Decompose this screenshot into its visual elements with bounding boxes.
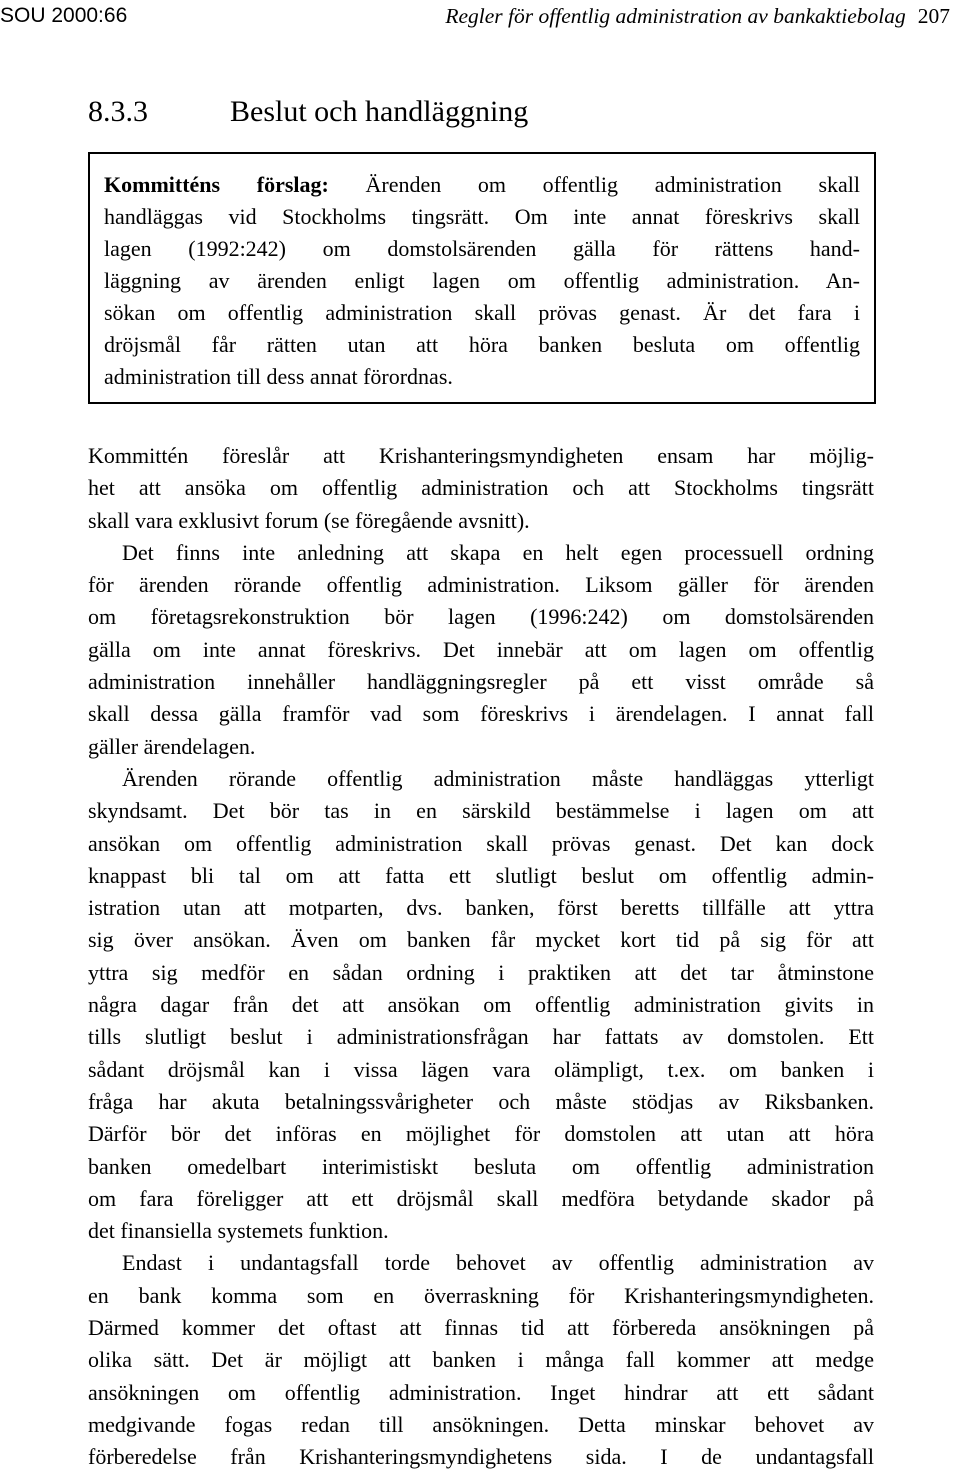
body-line: Ärenden rörande offentlig administration måste handläggas ytterligt	[122, 765, 874, 791]
body-line: ansökningen om offentlig administration. Inget hindrar att ett sådant	[88, 1379, 874, 1405]
body-line: medgivande fogas redan till ansökningen. Detta minskar behovet av	[88, 1411, 874, 1437]
body-line: sig över ansökan. Även om banken får mycket kort tid på sig för att	[88, 927, 874, 953]
body-line: förberedelse från Krishanteringsmyndighetens sida. I de undantagsfall	[88, 1444, 874, 1470]
body-text	[88, 440, 874, 1474]
proposal-box	[88, 152, 876, 404]
proposal-label: Kommitténs förslag:	[104, 172, 329, 197]
body-line: sådant dröjsmål kan i vissa lägen vara olämpligt, t.ex. om banken i	[88, 1056, 874, 1082]
header-right	[445, 2, 950, 30]
body-line: gäller ärendelagen.	[88, 733, 256, 759]
proposal-line: lagen (1992:242) om domstolsärenden gälla för rättens hand-	[104, 236, 860, 261]
body-line: Endast i undantagsfall torde behovet av offentlig administration av	[122, 1250, 874, 1276]
body-line: administration innehåller handläggningsregler på ett visst område så	[88, 669, 874, 695]
body-line: skall dessa gälla framför vad som föreskrivs i ärendelagen. I annat fall	[88, 701, 874, 727]
section-title: Beslut och handläggning	[230, 95, 529, 128]
body-line: ansökan om offentlig administration skall prövas genast. Det kan dock	[88, 830, 874, 856]
running-title: Regler för offentlig administration av bankaktiebolag	[445, 4, 906, 28]
body-line: olika sätt. Det är möjligt att banken i många fall kommer att medge	[88, 1347, 874, 1373]
body-line: några dagar från det att ansökan om offentlig administration givits in	[88, 992, 874, 1018]
proposal-line	[104, 169, 860, 201]
body-line: skall vara exklusivt forum (se föregående avsnitt).	[88, 507, 530, 533]
body-line: yttra sig medför en sådan ordning i praktiken att det tar åtminstone	[88, 959, 874, 985]
proposal-line: dröjsmål får rätten utan att höra banken besluta om offentlig	[104, 332, 860, 357]
section-number: 8.3.3	[88, 95, 148, 128]
body-line: skyndsamt. Det bör tas in en särskild bestämmelse i lagen om att	[88, 798, 874, 824]
proposal-line: sökan om offentlig administration skall prövas genast. Är det fara i	[104, 300, 860, 325]
section-heading	[88, 92, 528, 132]
body-line: om fara föreligger att ett dröjsmål skall medföra betydande skador på	[88, 1185, 874, 1211]
proposal-line: läggning av ärenden enligt lagen om offentlig administration. An-	[104, 268, 860, 293]
body-line: för ärenden rörande offentlig administration. Liksom gäller för ärenden	[88, 572, 874, 598]
proposal-line: handläggas vid Stockholms tingsrätt. Om inte annat föreskrivs skall	[104, 204, 860, 229]
body-line: tills slutligt beslut i administrationsfrågan har fattats av domstolen. Ett	[88, 1024, 874, 1050]
body-line: om företagsrekonstruktion bör lagen (1996:242) om domstolsärenden	[88, 604, 874, 630]
proposal-text: Ärenden om offentlig administration skall	[328, 172, 860, 197]
page-number: 207	[917, 4, 950, 28]
body-line: het att ansöka om offentlig administration och att Stockholms tingsrätt	[88, 475, 874, 501]
body-line: Därmed kommer det oftast att finnas tid att förbereda ansökningen på	[88, 1315, 874, 1341]
body-line: Därför bör det införas en möjlighet för domstolen att utan att höra	[88, 1121, 874, 1147]
body-line: knappast bli tal om att fatta ett slutligt beslut om offentlig admin-	[88, 862, 874, 888]
body-line: fråga har akuta betalningssvårigheter och måste stödjas av Riksbanken.	[88, 1088, 874, 1114]
body-line: gälla om inte annat föreskrivs. Det innebär att om lagen om offentlig	[88, 636, 874, 662]
body-line: en bank komma som en överraskning för Krishanteringsmyndigheten.	[88, 1282, 874, 1308]
report-series-number: SOU 2000:66	[0, 4, 128, 27]
body-line: det finansiella systemets funktion.	[88, 1218, 389, 1244]
body-line: Kommittén föreslår att Krishanteringsmyndigheten ensam har möjlig-	[88, 443, 874, 468]
body-line: banken omedelbart interimistiskt besluta om offentlig administration	[88, 1153, 874, 1179]
running-header	[0, 2, 960, 30]
body-line: istration utan att motparten, dvs. banken, först beretts tillfälle att yttra	[88, 895, 874, 921]
body-line: Det finns inte anledning att skapa en helt egen processuell ordning	[122, 539, 874, 565]
proposal-line: administration till dess annat förordnas.	[104, 364, 453, 389]
